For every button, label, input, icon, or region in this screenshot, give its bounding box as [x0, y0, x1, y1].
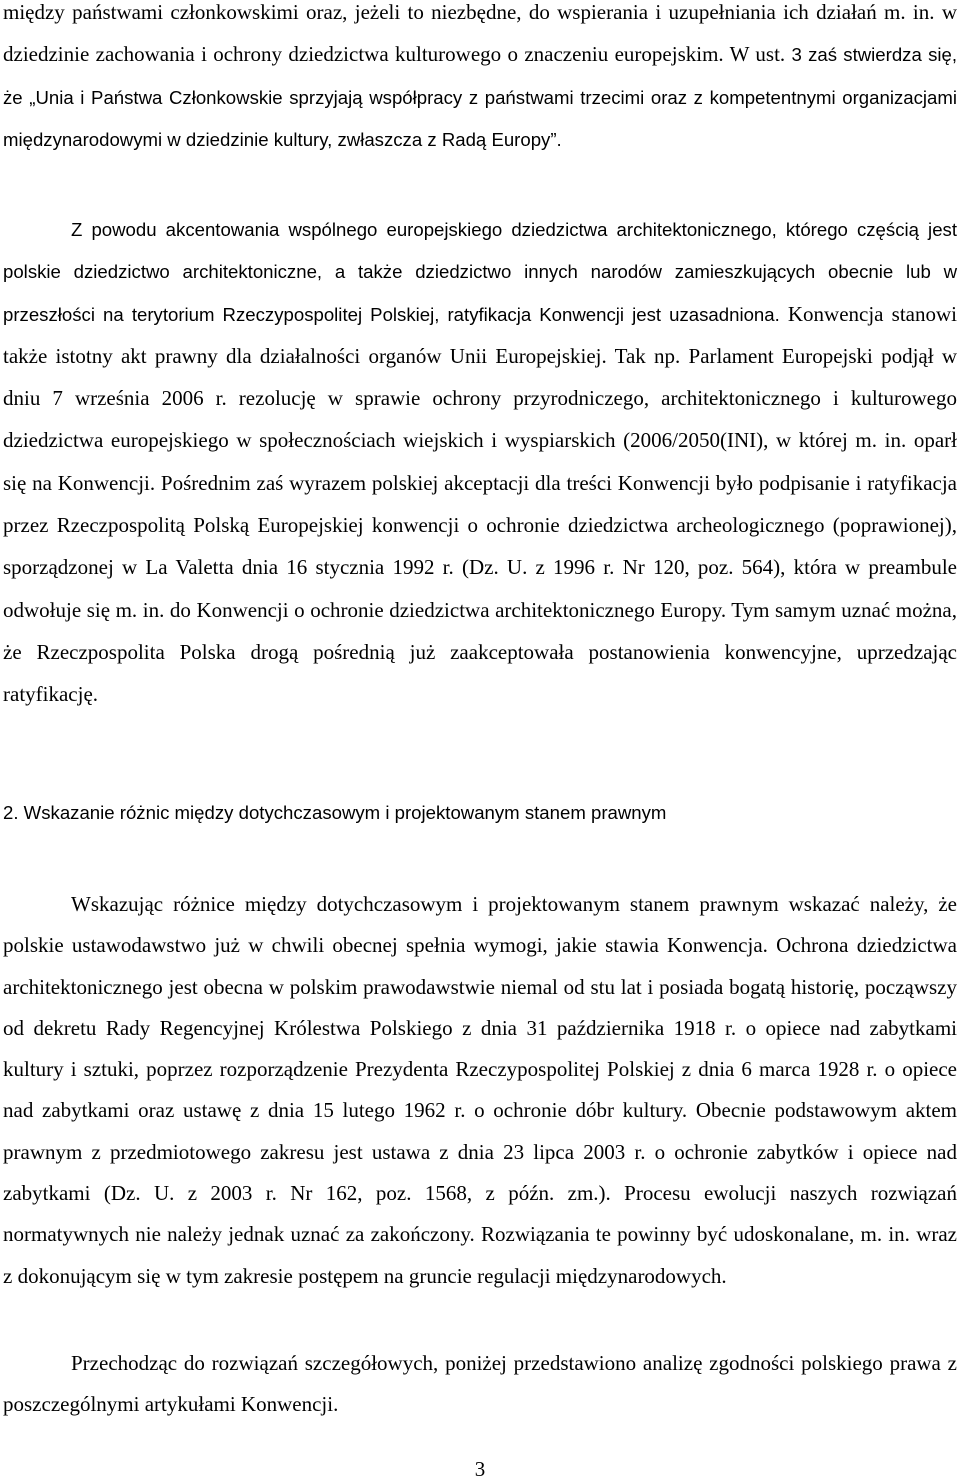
paragraph-text-serif: Konwencja stanowi także istotny akt prawny dla działalności organów Unii Europejskiej. Tak np. Parlament Europejski podjął w dniu 7 września 2006 r. rezolucję w sprawie ochrony przyrodniczego, architektonicznego i kulturowego dziedzictwa europejskiego w społecznościach wiejskich i wyspiarskich (2006/2050(INI), w której m. in. oparł się na Konwencji. Pośrednim zaś wyrazem polskiej akceptacji dla treści Konwencji było podpisanie i ratyfikacja przez Rzeczpospolitą Polską Europejskiej konwencji o ochronie dziedzictwa archeologicznego (poprawionej), sporządzonej w La Valetta dnia 16 stycznia 1992 r. (Dz. U. z 1996 r. Nr 120, poz. 564), która w preambule odwołuje się m. in. do Konwencji o ochronie dziedzictwa architektonicznego Europy. Tym samym uznać można, że Rzeczpospolita Polska drogą pośrednią już zaakceptowała postanowienia konwencyjne, uprzedzając ratyfikację. — [3, 301, 957, 707]
paragraph-text-sans: 3 zaś stwierdza się, że „Unia i Państwa Członkowskie sprzyjają współpracy z państwami trzecimi oraz z kompetentnymi organizacjami międzynarodowymi w dziedzinie kultury, zwłaszcza z Radą Europy”. — [3, 44, 958, 150]
page-number: 3 — [474, 1457, 486, 1481]
paragraph-ratification — [3, 209, 957, 717]
paragraph-text-sans: Z powodu akcentowania wspólnego europejskiego dziedzictwa architektonicznego, którego częścią jest polskie dziedzictwo architektoniczne, a także dziedzictwo innych narodów zamieszkujących obecnie lub w przeszłości na terytorium Rzeczypospolitej Polskiej, ratyfikacja Konwencji jest uzasadniona. — [3, 219, 957, 325]
paragraph-legal-differences: Wskazując różnice między dotychczasowym i projektowanym stanem prawnym wskazać należy, że polskie ustawodawstwo już w chwili obecnej spełnia wymogi, jakie stawia Konwencja. Ochrona dziedzictwa architektonicznego jest obecna w polskim prawodawstwie niemal od stu lat i posiada bogatą historię, począwszy od dekretu Rady Regencyjnej Królestwa Polskiego z dnia 31 października 1918 r. o opiece nad zabytkami kultury i sztuki, poprzez rozporządzenie Prezydenta Rzeczypospolitej Polskiej z dnia 6 marca 1928 r. o opiece nad zabytkami oraz ustawę z dnia 15 lutego 1962 r. o ochronie dóbr kultury. Obecnie podstawowym aktem prawnym z przedmiotowego zakresu jest ustawa z dnia 23 lipca 2003 r. o ochronie zabytków i opiece nad zabytkami (Dz. U. z 2003 r. Nr 162, poz. 1568, z późn. zm.). Procesu ewolucji naszych rozwiązań normatywnych nie należy jednak uznać za zakończony. Rozwiązania te powinny być udoskonalane, m. in. wraz z dokonującym się w tym zakresie postępem na gruncie regulacji międzynarodowych. — [3, 892, 957, 1288]
paragraph-text-serif: między państwami członkowskimi oraz, jeżeli to niezbędne, do wspierania i uzupełniania ich działań m. in. w dziedzinie zachowania i ochrony dziedzictwa kulturowego o znaczeniu europejskim. W ust. — [3, 0, 957, 67]
section-heading: 2. Wskazanie różnic między dotychczasowym i projektowanym stanem prawnym — [3, 802, 667, 823]
paragraph-continued — [3, 0, 957, 161]
paragraph-detailed-solutions: Przechodząc do rozwiązań szczegółowych, poniżej przedstawiono analizę zgodności polskiego prawa z poszczególnymi artykułami Konwencji. — [3, 1351, 957, 1417]
